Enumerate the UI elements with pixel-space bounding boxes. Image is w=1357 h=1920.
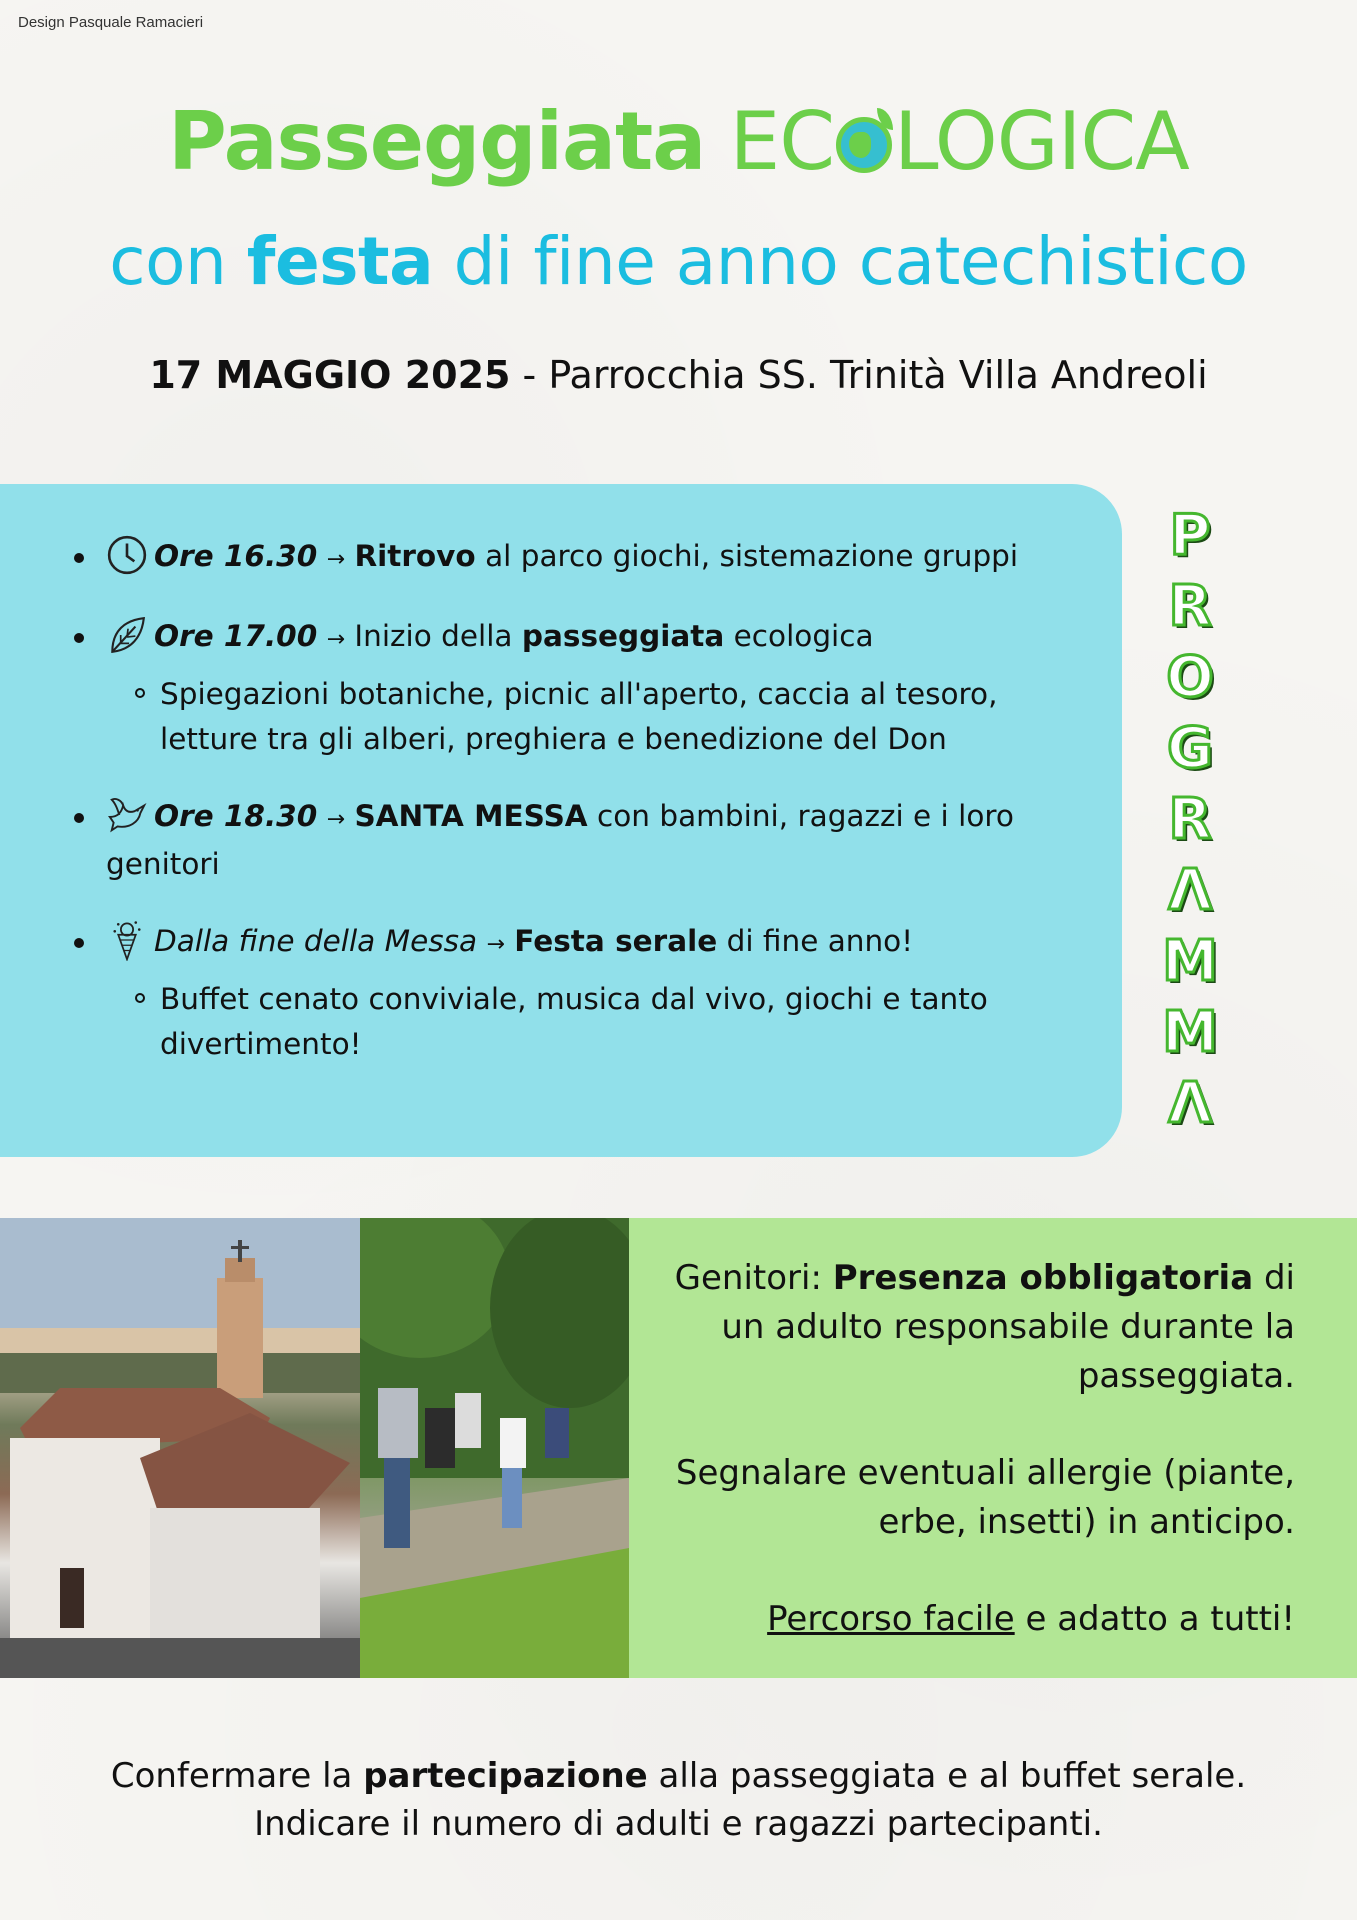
item-bold: SANTA MESSA xyxy=(354,799,588,833)
programma-vertical-title xyxy=(1145,500,1235,1139)
event-date: 17 MAGGIO 2025 xyxy=(149,353,511,397)
confirm-bold: partecipazione xyxy=(363,1756,648,1796)
item-bold: passeggiata xyxy=(521,619,725,653)
vertical-letter: R xyxy=(1168,787,1212,852)
time: Ore 18.30 xyxy=(154,799,318,833)
event-location: - Parrocchia SS. Trinità Villa Andreoli xyxy=(510,353,1208,397)
arrow: → xyxy=(326,807,346,832)
note-underlined: Percorso facile xyxy=(767,1599,1015,1639)
note-text: di un adulto responsabile durante la passeggiata. xyxy=(721,1258,1295,1396)
confirm-line-2: Indicare il numero di adulti e ragazzi partecipanti. xyxy=(254,1804,1103,1844)
arrow: → xyxy=(326,627,346,652)
bullet xyxy=(74,633,84,643)
sub-bullet xyxy=(135,993,145,1003)
vertical-letter: M xyxy=(1162,929,1218,994)
item-text: con bambini, ragazzi e i loro genitori xyxy=(106,799,1014,881)
subtitle-bold: festa xyxy=(246,223,434,300)
item-text: al parco giochi, sistemazione gruppi xyxy=(475,539,1019,573)
title-light xyxy=(730,95,1189,188)
page-title xyxy=(0,92,1357,192)
note-allergies: Segnalare eventuali allergie (piante, erbe, insetti) in anticipo. xyxy=(675,1453,1295,1542)
subitem-text: Spiegazioni botaniche, picnic all'aperto, caccia al tesoro, letture tra gli alberi, preghiera e benedizione del Don xyxy=(160,677,998,756)
event-date-location xyxy=(0,353,1357,397)
vertical-letter: Λ xyxy=(1168,858,1212,923)
subtitle-pre: con xyxy=(109,223,247,300)
item-text: ecologica xyxy=(724,619,874,653)
subitem-text: Buffet cenato conviviale, musica dal vivo, giochi e tanto divertimento! xyxy=(160,982,988,1061)
title-light-a: EC xyxy=(729,95,835,188)
title-bold: Passeggiata xyxy=(168,95,706,188)
ice-cream-icon xyxy=(106,919,148,961)
arrow: → xyxy=(486,932,505,957)
confirm-line-1 xyxy=(0,1752,1357,1800)
item-text-pre: Inizio della xyxy=(345,619,522,653)
info-notes-panel xyxy=(629,1218,1357,1678)
confirm-text: alla passeggiata e al buffet serale. xyxy=(647,1756,1247,1796)
vertical-letter: P xyxy=(1169,503,1211,568)
program-item-2 xyxy=(70,614,1090,762)
note-bold: Presenza obbligatoria xyxy=(832,1258,1254,1298)
item-bold: Ritrovo xyxy=(354,539,476,573)
globe-icon xyxy=(836,117,892,173)
arrow: → xyxy=(326,547,346,572)
note-parents xyxy=(655,1254,1295,1401)
walking-group-photo xyxy=(360,1218,629,1678)
vertical-letter: G xyxy=(1167,716,1213,781)
designer-credit: Design Pasquale Ramacieri xyxy=(18,14,204,31)
program-list xyxy=(70,534,1090,1099)
subtitle-post: di fine anno catechistico xyxy=(433,223,1248,300)
vertical-letter: Λ xyxy=(1168,1071,1212,1136)
note-text: Genitori: xyxy=(674,1258,833,1298)
item-bold: Festa serale xyxy=(514,924,718,958)
confirmation-text xyxy=(0,1752,1357,1848)
time: Ore 16.30 xyxy=(154,539,318,573)
note-text: e adatto a tutti! xyxy=(1014,1599,1295,1639)
title-light-b: LOGICA xyxy=(894,95,1189,188)
item-text: di fine anno! xyxy=(717,924,914,958)
vertical-letter: O xyxy=(1166,645,1214,710)
time: Ore 17.00 xyxy=(154,619,318,653)
program-item-1 xyxy=(70,534,1090,582)
note-route xyxy=(655,1595,1295,1644)
program-subitem xyxy=(70,672,1090,762)
leaf-icon xyxy=(106,614,148,656)
bullet xyxy=(74,813,84,823)
bullet xyxy=(74,938,84,948)
vertical-letter: M xyxy=(1162,1000,1218,1065)
program-item-4 xyxy=(70,919,1090,1067)
program-subitem xyxy=(70,977,1090,1067)
sub-bullet xyxy=(135,688,145,698)
program-item-3 xyxy=(70,794,1090,887)
program-panel xyxy=(0,484,1122,1157)
bullet xyxy=(74,553,84,563)
confirm-text: Confermare la xyxy=(110,1756,364,1796)
info-notes xyxy=(655,1254,1295,1692)
time: Dalla fine della Messa xyxy=(154,924,478,958)
clock-icon xyxy=(106,534,148,576)
vertical-letter: R xyxy=(1168,574,1212,639)
subtitle xyxy=(0,222,1357,302)
dove-icon xyxy=(106,794,148,836)
church-photo xyxy=(0,1218,360,1678)
